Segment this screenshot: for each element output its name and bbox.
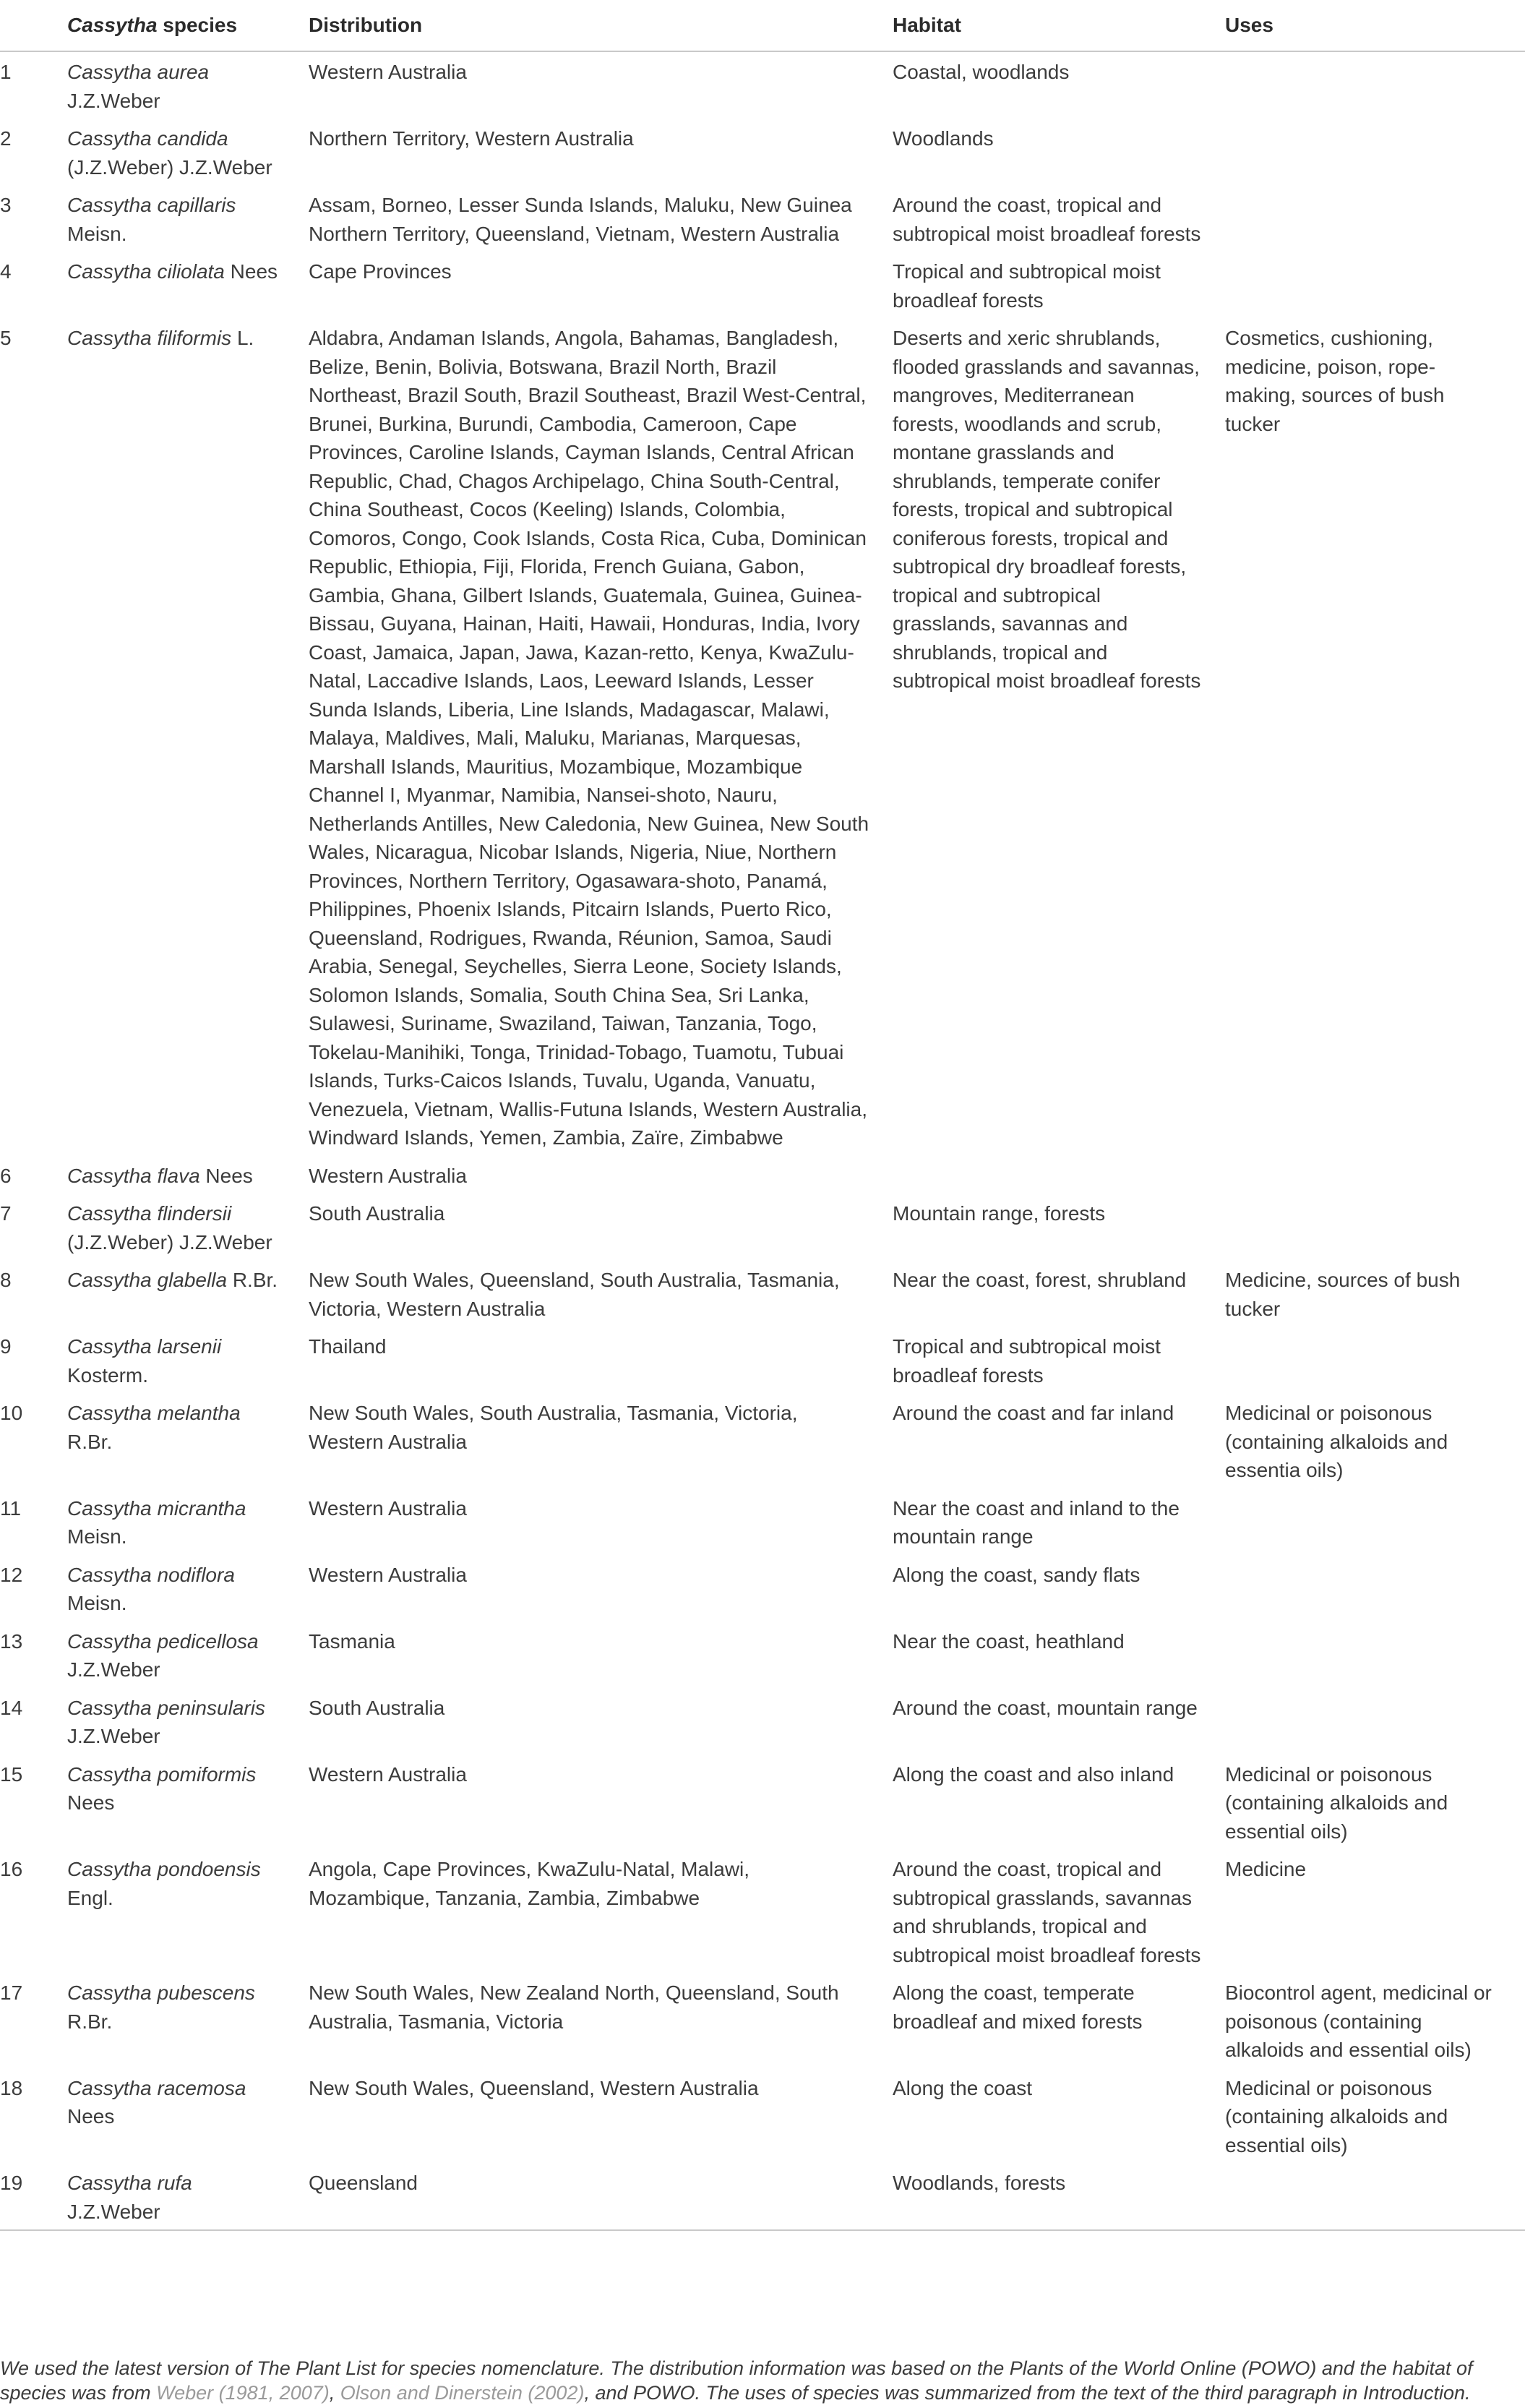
- species-binomial: Cassytha capillaris: [67, 194, 236, 216]
- species-name: [67, 2163, 309, 2230]
- table-row: [0, 2068, 1525, 2164]
- species-binomial: Cassytha racemosa: [67, 2076, 246, 2099]
- row-number: 19: [0, 2163, 67, 2230]
- uses-cell: Biocontrol agent, medicinal or poisonous (containing alkaloids and essential oils): [1225, 1981, 1492, 2061]
- row-number: 10: [0, 1402, 23, 1424]
- table-row: [0, 1754, 1525, 1850]
- distribution-cell: Angola, Cape Provinces, KwaZulu-Natal, Malawi, Mozambique, Tanzania, Zambia, Zimbabwe: [309, 1858, 750, 1909]
- species-name: [67, 119, 309, 185]
- distribution-cell: Western Australia: [309, 61, 467, 83]
- species-binomial: Cassytha flava: [67, 1164, 200, 1187]
- footnote-text-3: , and POWO. The uses of species was summarized from the text of the third paragraph in Introduction.: [584, 2382, 1471, 2404]
- uses-cell: [1225, 1194, 1525, 1260]
- row-number: 12: [0, 1563, 23, 1586]
- uses-cell: [1225, 119, 1525, 185]
- species-name: [67, 1688, 309, 1754]
- habitat-cell: Coastal, woodlands: [893, 61, 1070, 83]
- uses-cell: Medicinal or poisonous (containing alkaloids and essential oils): [1225, 2076, 1448, 2156]
- species-author: Nees: [230, 260, 278, 283]
- footnote-text-2: ,: [329, 2382, 340, 2404]
- species-binomial: Cassytha peninsularis: [67, 1696, 265, 1719]
- row-number: 1: [0, 61, 12, 83]
- distribution-cell: Western Australia: [309, 1164, 467, 1187]
- uses-cell: [1225, 1327, 1525, 1393]
- species-author: Nees: [67, 1791, 115, 1814]
- footnote-reference-link[interactable]: Olson and Dinerstein (2002): [340, 2382, 585, 2404]
- table-footnote: [0, 2356, 1525, 2405]
- species-author: J.Z.Weber: [67, 89, 160, 112]
- species-binomial: Cassytha pomiformis: [67, 1762, 257, 1786]
- species-name: [67, 1754, 309, 1850]
- habitat-cell: [893, 1156, 1225, 1194]
- row-number: 11: [0, 1496, 22, 1520]
- uses-cell: Cosmetics, cushioning, medicine, poison, rope-making, sources of bush tucker: [1225, 327, 1445, 435]
- header-distribution: Distribution: [309, 0, 893, 51]
- species-binomial: Cassytha candida: [67, 127, 228, 150]
- species-author: R.Br.: [67, 2010, 113, 2033]
- habitat-cell: Around the coast and far inland: [893, 1402, 1174, 1424]
- table-row: [0, 2163, 1525, 2230]
- species-name: [67, 1327, 309, 1393]
- row-number: 17: [0, 1981, 23, 2004]
- table-row: [0, 318, 1525, 1156]
- species-name: [67, 1156, 309, 1194]
- species-author: Nees: [67, 2105, 115, 2128]
- habitat-cell: Mountain range, forests: [893, 1202, 1106, 1225]
- species-binomial: Cassytha glabella: [67, 1269, 228, 1291]
- table-row: [0, 1156, 1525, 1194]
- species-author: J.Z.Weber: [67, 1658, 160, 1681]
- row-number: 4: [0, 260, 12, 283]
- table-row: [0, 252, 1525, 318]
- table-row: [0, 1621, 1525, 1688]
- table-row: [0, 1849, 1525, 1973]
- species-author: L.: [236, 327, 254, 349]
- species-author: (J.Z.Weber) J.Z.Weber: [67, 155, 272, 179]
- uses-cell: [1225, 1488, 1525, 1555]
- distribution-cell: Queensland: [309, 2163, 893, 2230]
- uses-cell: [1225, 252, 1525, 318]
- distribution-cell: Thailand: [309, 1335, 387, 1358]
- habitat-cell: Around the coast, tropical and subtropical grasslands, savannas and shrublands, tropical and subtropical moist broadleaf forests: [893, 1858, 1201, 1966]
- habitat-cell: Around the coast, tropical and subtropical moist broadleaf forests: [893, 194, 1201, 245]
- species-name: [67, 252, 309, 318]
- distribution-cell: New South Wales, Queensland, South Australia, Tasmania, Victoria, Western Australia: [309, 1269, 840, 1320]
- row-number: 3: [0, 194, 12, 216]
- species-binomial: Cassytha aurea: [67, 61, 210, 83]
- table-row: [0, 1555, 1525, 1621]
- distribution-cell: New South Wales, Queensland, Western Australia: [309, 2076, 759, 2099]
- header-number: [0, 0, 67, 51]
- row-number: 13: [0, 1629, 23, 1653]
- distribution-cell: Western Australia: [309, 1496, 467, 1520]
- species-binomial: Cassytha nodiflora: [67, 1563, 235, 1586]
- species-binomial: Cassytha filiformis: [67, 327, 232, 349]
- distribution-cell: South Australia: [309, 1696, 445, 1719]
- distribution-cell: Western Australia: [309, 1563, 467, 1586]
- habitat-cell: Near the coast, forest, shrubland: [893, 1269, 1187, 1291]
- species-author: Meisn.: [67, 1525, 127, 1548]
- species-author: (J.Z.Weber) J.Z.Weber: [67, 1230, 272, 1254]
- species-binomial: Cassytha ciliolata: [67, 260, 225, 283]
- distribution-cell: Northern Territory, Western Australia: [309, 127, 634, 150]
- row-number: 9: [0, 1335, 12, 1358]
- species-binomial: Cassytha pubescens: [67, 1981, 255, 2004]
- species-binomial: Cassytha rufa: [67, 2172, 192, 2194]
- species-name: [67, 51, 309, 119]
- uses-cell: [1225, 1688, 1525, 1754]
- row-number: 8: [0, 1269, 12, 1291]
- header-species-genus: Cassytha: [67, 14, 158, 37]
- table-row: [0, 1327, 1525, 1393]
- species-author: Meisn.: [67, 1592, 127, 1614]
- species-binomial: Cassytha micrantha: [67, 1496, 246, 1520]
- habitat-cell: Along the coast, temperate broadleaf and mixed forests: [893, 1981, 1143, 2033]
- table-row: [0, 1688, 1525, 1754]
- row-number: 14: [0, 1696, 23, 1719]
- species-name: [67, 2068, 309, 2164]
- species-name: [67, 1973, 309, 2068]
- uses-cell: [1225, 2163, 1525, 2230]
- species-author: Meisn.: [67, 222, 127, 245]
- uses-cell: Medicine, sources of bush tucker: [1225, 1269, 1461, 1320]
- distribution-cell: New South Wales, South Australia, Tasmania, Victoria, Western Australia: [309, 1402, 798, 1453]
- species-author: J.Z.Weber: [67, 1725, 160, 1747]
- species-binomial: Cassytha flindersii: [67, 1202, 232, 1225]
- species-binomial: Cassytha melantha: [67, 1402, 241, 1424]
- table-row: [0, 119, 1525, 185]
- header-species-suffix: species: [157, 14, 238, 37]
- header-uses: Uses: [1225, 0, 1525, 51]
- species-name: [67, 185, 309, 252]
- row-number: 5: [0, 327, 12, 349]
- species-name: [67, 1393, 309, 1488]
- species-binomial: Cassytha pedicellosa: [67, 1629, 259, 1653]
- footnote-text-1: We used the latest version of The Plant List for species nomenclature. The distribution information was based on the Plants of the World Online (POWO) and the habitat of species was from: [0, 2357, 1473, 2404]
- species-binomial: Cassytha pondoensis: [67, 1858, 261, 1880]
- uses-cell: [1225, 1621, 1525, 1688]
- distribution-cell: Western Australia: [309, 1762, 467, 1786]
- header-species: [67, 0, 309, 51]
- habitat-cell: Along the coast and also inland: [893, 1762, 1174, 1786]
- species-author: Engl.: [67, 1886, 113, 1909]
- habitat-cell: Along the coast: [893, 2076, 1033, 2099]
- table-header-row: [0, 0, 1525, 51]
- distribution-cell: Aldabra, Andaman Islands, Angola, Bahamas, Bangladesh, Belize, Benin, Bolivia, Botswana, Brazil North, Brazil Northeast, Brazil South, Brazil Southeast, Brazil West-Central, Brunei, Burkina, Burundi, Cambodia, Cameroon, Cape Provinces, Caroline Islands, Cayman Islands, Central African Republic, Chad, Chagos Archipelago, China South-Central, China Southeast, Cocos (Keeling) Islands, Colombia, Comoros, Congo, Cook Islands, Costa Rica, Cuba, Dominican Republic, Ethiopia, Fiji, Florida, French Guiana, Gabon, Gambia, Ghana, Gilbert Islands, Guatemala, Guinea, Guinea-Bissau, Guyana, Hainan, Haiti, Hawaii, Honduras, India, Ivory Coast, Jamaica, Japan, Jawa, Kazan-retto, Kenya, KwaZulu-Natal, Laccadive Islands, Laos, Leeward Islands, Lesser Sunda Islands, Liberia, Line Islands, Madagascar, Malawi, Malaya, Maldives, Mali, Maluku, Marianas, Marquesas, Marshall Islands, Mauritius, Mozambique, Mozambique Channel I, Myanmar, Namibia, Nansei-shoto, Nauru, Netherlands Antilles, New Caledonia, New Guinea, New South Wales, Nicaragua, Nicobar Islands, Nigeria, Niue, Northern Provinces, Northern Territory, Ogasawara-shoto, Panamá, Philippines, Phoenix Islands, Pitcairn Islands, Puerto Rico, Queensland, Rodrigues, Rwanda, Réunion, Samoa, Saudi Arabia, Senegal, Seychelles, Sierra Leone, Society Islands, Solomon Islands, Somalia, South China Sea, Sri Lanka, Sulawesi, Suriname, Swaziland, Taiwan, Tanzania, Togo, Tokelau-Manihiki, Tonga, Trinidad-Tobago, Tuamotu, Tubuai Islands, Turks-Caicos Islands, Tuvalu, Uganda, Vanuatu, Venezuela, Vietnam, Wallis-Futuna Islands, Western Australia, Windward Islands, Yemen, Zambia, Zaïre, Zimbabwe: [309, 327, 869, 1149]
- table-row: [0, 51, 1525, 119]
- species-name: [67, 1488, 309, 1555]
- uses-cell: [1225, 1156, 1525, 1194]
- distribution-cell: Assam, Borneo, Lesser Sunda Islands, Maluku, New Guinea Northern Territory, Queensland, Vietnam, Western Australia: [309, 194, 852, 245]
- uses-cell: [1225, 1555, 1525, 1621]
- row-number: 6: [0, 1164, 12, 1187]
- habitat-cell: Near the coast and inland to the mountain range: [893, 1496, 1180, 1548]
- habitat-cell: Along the coast, sandy flats: [893, 1563, 1140, 1586]
- table-row: [0, 1488, 1525, 1555]
- uses-cell: Medicinal or poisonous (containing alkaloids and essentia oils): [1225, 1402, 1448, 1481]
- row-number: 16: [0, 1858, 23, 1880]
- row-number: 7: [0, 1202, 12, 1225]
- species-name: [67, 1555, 309, 1621]
- table-row: [0, 1393, 1525, 1488]
- distribution-cell: Tasmania: [309, 1629, 395, 1653]
- uses-cell: [1225, 51, 1525, 119]
- row-number: 18: [0, 2076, 23, 2099]
- species-name: [67, 1194, 309, 1260]
- habitat-cell: Tropical and subtropical moist broadleaf forests: [893, 260, 1161, 312]
- species-author: J.Z.Weber: [67, 2200, 160, 2223]
- table-row: [0, 185, 1525, 252]
- footnote-reference-link[interactable]: Weber (1981, 2007): [156, 2382, 330, 2404]
- distribution-cell: New South Wales, New Zealand North, Queensland, South Australia, Tasmania, Victoria: [309, 1981, 839, 2033]
- habitat-cell: Tropical and subtropical moist broadleaf forests: [893, 1335, 1161, 1387]
- header-habitat: Habitat: [893, 0, 1225, 51]
- uses-cell: Medicinal or poisonous (containing alkaloids and essential oils): [1225, 1762, 1448, 1843]
- species-name: [67, 1260, 309, 1327]
- table-row: [0, 1260, 1525, 1327]
- distribution-cell: South Australia: [309, 1202, 445, 1225]
- row-number: 15: [0, 1762, 23, 1786]
- uses-cell: Medicine: [1225, 1858, 1307, 1880]
- species-name: [67, 1621, 309, 1688]
- habitat-cell: Around the coast, mountain range: [893, 1696, 1198, 1719]
- habitat-cell: Woodlands, forests: [893, 2163, 1225, 2230]
- habitat-cell: Near the coast, heathland: [893, 1629, 1125, 1653]
- species-author: Kosterm.: [67, 1363, 149, 1387]
- species-author: Nees: [205, 1164, 253, 1187]
- habitat-cell: Woodlands: [893, 127, 994, 150]
- table-row: [0, 1194, 1525, 1260]
- row-number: 2: [0, 127, 12, 150]
- distribution-cell: Cape Provinces: [309, 260, 452, 283]
- species-author: R.Br.: [67, 1430, 113, 1453]
- species-name: [67, 318, 309, 1156]
- uses-cell: [1225, 185, 1525, 252]
- species-name: [67, 1849, 309, 1973]
- habitat-cell: Deserts and xeric shrublands, flooded grasslands and savannas, mangroves, Mediterranean forests, woodlands and scrub, montane grasslands and shrublands, temperate conifer forests, tropical and subtropical coniferous forests, tropical and subtropical dry broadleaf forests, tropical and subtropical grasslands, savannas and shrublands, tropical and subtropical moist broadleaf forests: [893, 327, 1201, 692]
- table-row: [0, 1973, 1525, 2068]
- species-binomial: Cassytha larsenii: [67, 1335, 222, 1358]
- species-author: R.Br.: [232, 1269, 278, 1291]
